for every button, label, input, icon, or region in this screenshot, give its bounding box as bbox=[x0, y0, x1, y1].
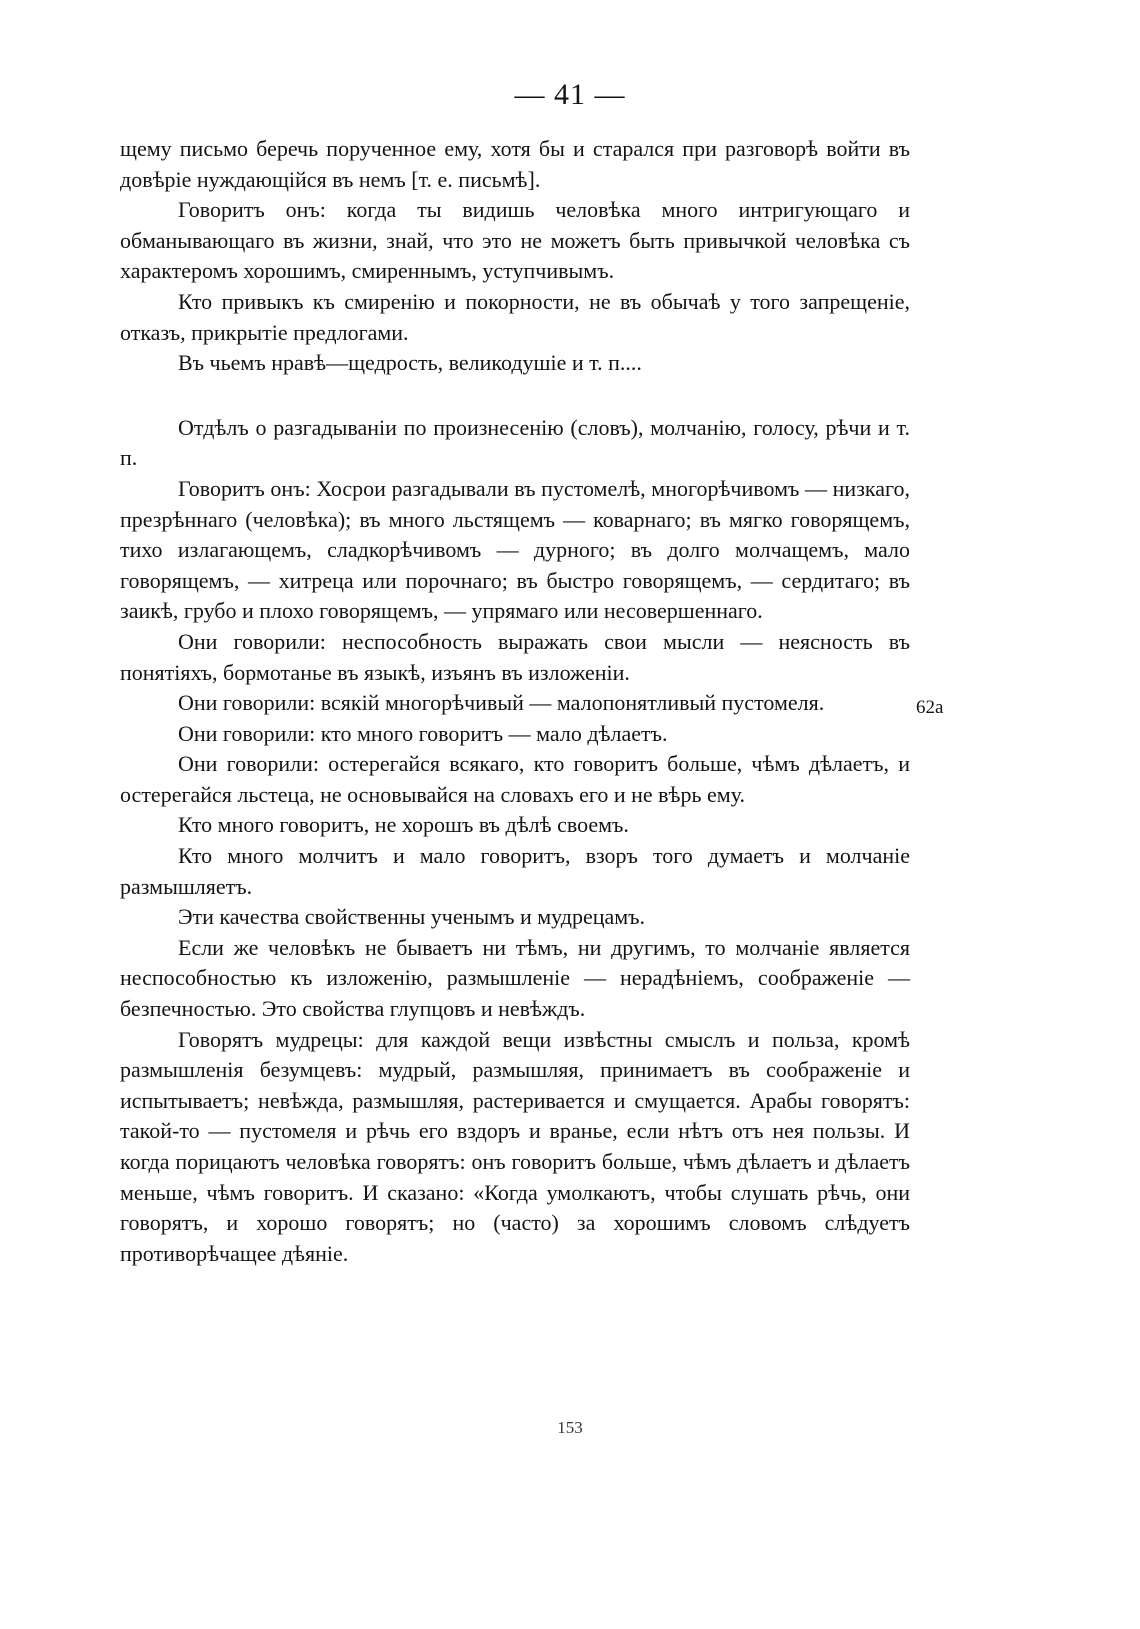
section-gap bbox=[120, 379, 910, 413]
page-number: — 41 — bbox=[514, 78, 626, 111]
paragraph-continuation: щему письмо беречь порученное ему, хотя бы и старался при разговорѣ войти въ довѣріе нуждающійся въ немъ [т. е. письмѣ]. bbox=[120, 136, 910, 192]
footer-number: 153 bbox=[557, 1418, 583, 1437]
paragraph: Говорятъ мудрецы: для каждой вещи извѣстны смыслъ и польза, кромѣ размышленія безумцевъ: мудрый, размышляя, принимаетъ въ соображеніе и испытываетъ; невѣжда, размышляя, растеривается и смущается. Арабы говорятъ: такой-то — пустомеля и рѣчь его вздоръ и вранье, если нѣтъ отъ нея пользы. И когда порицаютъ человѣка говорятъ: онъ говоритъ больше, чѣмъ дѣлаетъ и дѣлаетъ меньше, чѣмъ говоритъ. И сказано: «Когда умолкаютъ, чтобы слушать рѣчь, они говорятъ, и хорошо говорятъ; но (часто) за хорошимъ словомъ слѣдуетъ противорѣчащее дѣяніе. bbox=[120, 1026, 910, 1266]
paragraph: Они говорили: всякій многорѣчивый — малопонятливый пустомеля. bbox=[178, 690, 825, 716]
margin-note: 62a bbox=[916, 697, 944, 718]
page-body bbox=[120, 134, 910, 1269]
paragraph: Кто много говоритъ, не хорошъ въ дѣлѣ своемъ. bbox=[178, 812, 629, 838]
section-heading: Отдѣлъ о разгадываніи по произнесенію (словъ), молчанію, голосу, рѣчи и т. п. bbox=[120, 414, 910, 471]
paragraph: Они говорили: кто много говоритъ — мало дѣлаетъ. bbox=[178, 720, 668, 746]
paragraph: Они говорили: остерегайся всякаго, кто говоритъ больше, чѣмъ дѣлаетъ, и остерегайся льстеца, не основывайся на словахъ его и не вѣрь ему. bbox=[120, 751, 910, 807]
paragraph: Говоритъ онъ: когда ты видишь человѣка много интригующаго и обманывающаго въ жизни, знай, что это не можетъ быть привычкой человѣка съ характеромъ хорошимъ, смиреннымъ, уступчивымъ. bbox=[120, 197, 910, 284]
paragraph: Въ чьемъ нравѣ—щедрость, великодушіе и т. п.... bbox=[178, 350, 642, 376]
paragraph: Кто много молчитъ и мало говоритъ, взоръ того думаетъ и молчаніе размышляетъ. bbox=[120, 843, 910, 899]
paragraph: Говоритъ онъ: Хосрои разгадывали въ пустомелѣ, многорѣчивомъ — низкаго, презрѣннаго (человѣка); въ много льстящемъ — коварнаго; въ мягко говорящемъ, тихо излагающемъ, сладкорѣчивомъ — дурного; въ долго молчащемъ, мало говорящемъ, — хитреца или порочнаго; въ быстро говорящемъ, — сердитаго; въ заикѣ, грубо и плохо говорящемъ, — упрямаго или несовершеннаго. bbox=[120, 475, 910, 624]
paragraph: Если же человѣкъ не бываетъ ни тѣмъ, ни другимъ, то молчаніе является неспособностью къ изложенію, размышленіе — нерадѣніемъ, соображеніе — безпечностью. Это свойства глупцовъ и невѣждъ. bbox=[120, 934, 910, 1022]
paragraph: Эти качества свойственны ученымъ и мудрецамъ. bbox=[178, 904, 646, 930]
paragraph: Они говорили: неспособность выражать свои мысли — неясность въ понятіяхъ, бормотанье въ языкѣ, изъянъ въ изложеніи. bbox=[120, 628, 910, 685]
paragraph: Кто привыкъ къ смиренію и покорности, не въ обычаѣ у того запрещеніе, отказъ, прикрытіе предлогами. bbox=[120, 288, 910, 345]
